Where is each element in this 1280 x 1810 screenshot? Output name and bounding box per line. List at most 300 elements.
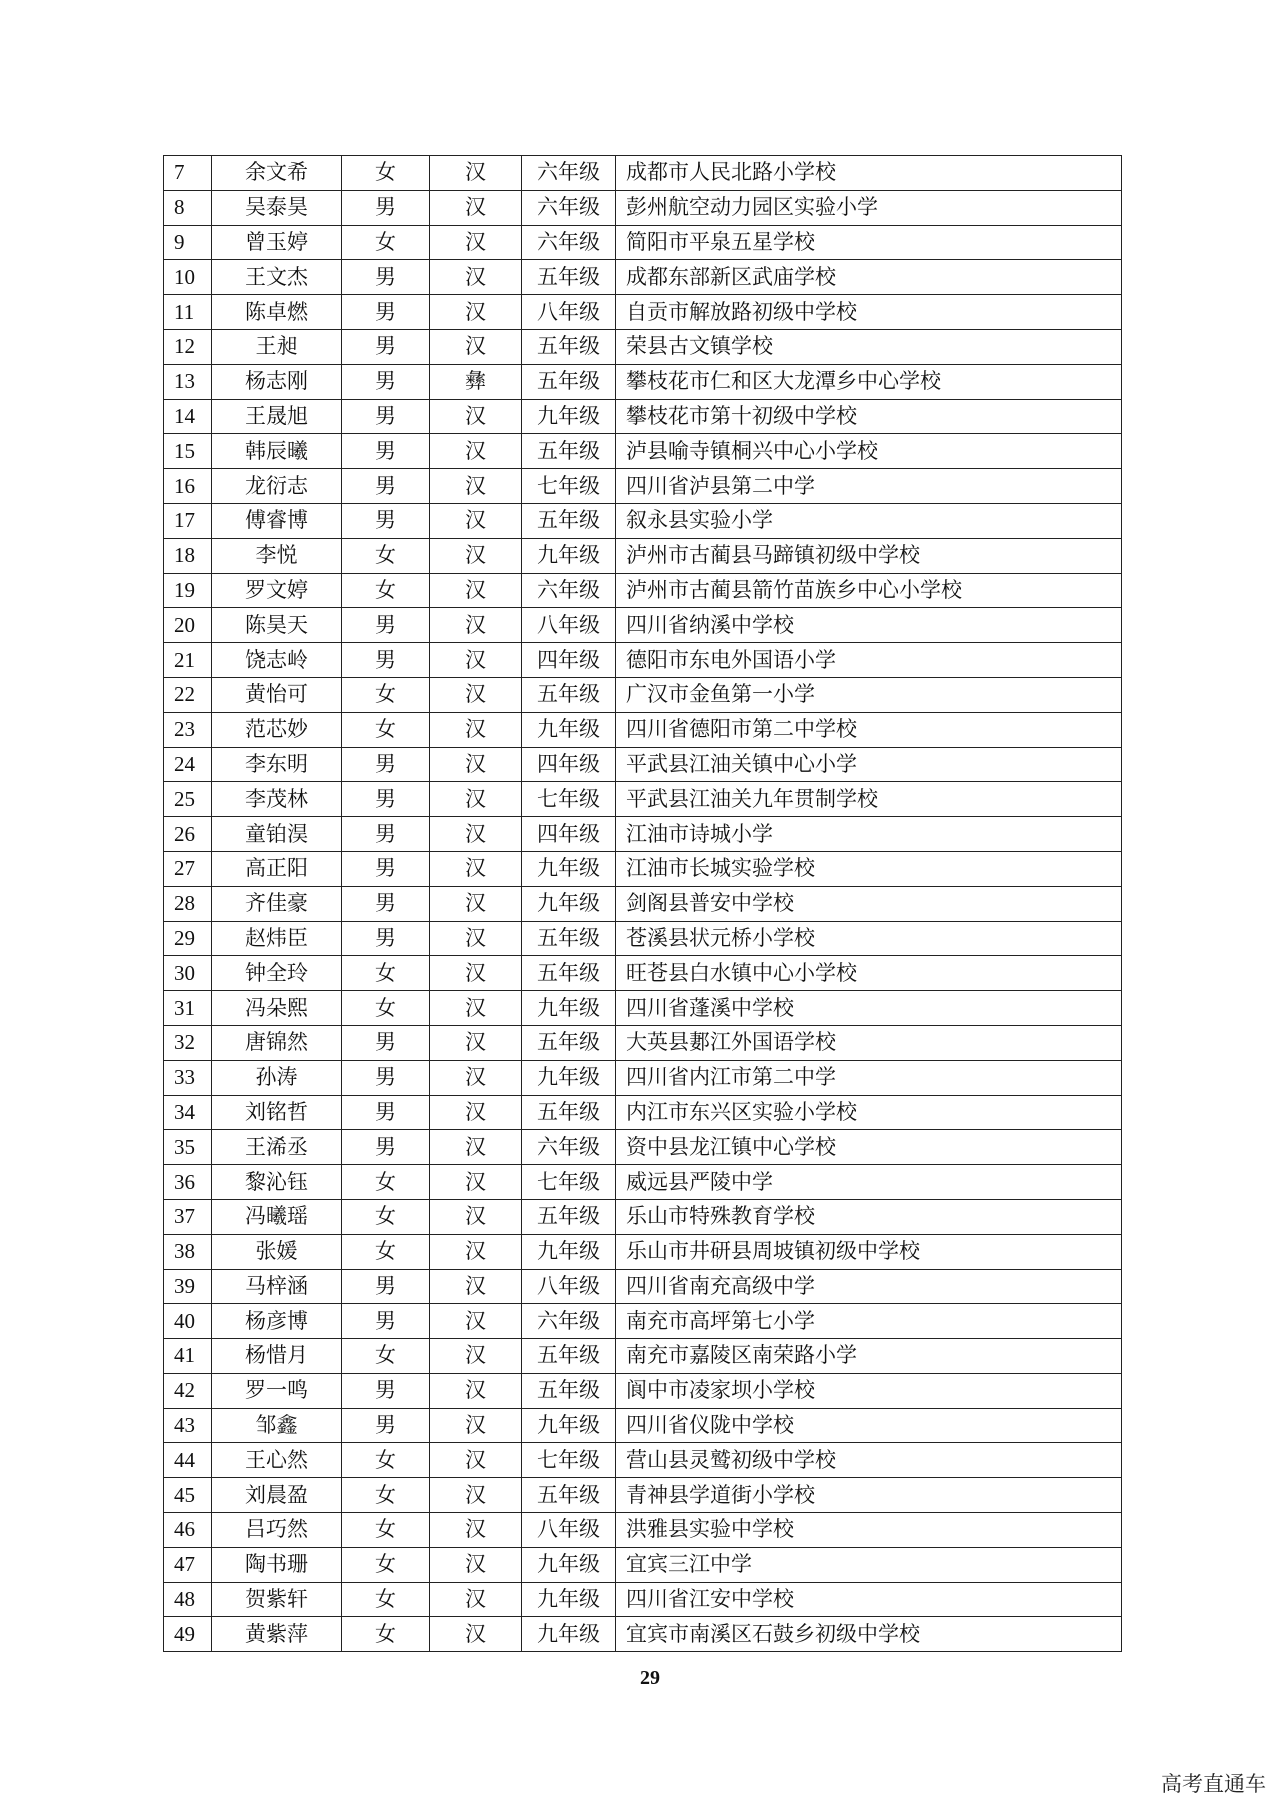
student-ethnicity: 汉	[430, 329, 522, 364]
student-school: 四川省德阳市第二中学校	[616, 712, 1122, 747]
table-row	[164, 677, 1122, 712]
student-sex: 男	[342, 399, 430, 434]
student-name: 陈卓燃	[212, 295, 342, 330]
table-row	[164, 1025, 1122, 1060]
student-grade: 六年级	[522, 190, 616, 225]
student-name: 马梓涵	[212, 1269, 342, 1304]
student-grade: 九年级	[522, 538, 616, 573]
student-school: 四川省江安中学校	[616, 1582, 1122, 1617]
student-name: 王晟旭	[212, 399, 342, 434]
student-grade: 六年级	[522, 225, 616, 260]
student-name: 王浠丞	[212, 1130, 342, 1165]
student-name: 范芯妙	[212, 712, 342, 747]
table-row	[164, 1234, 1122, 1269]
student-ethnicity: 汉	[430, 1513, 522, 1548]
table-row	[164, 1373, 1122, 1408]
student-grade: 五年级	[522, 503, 616, 538]
student-grade: 六年级	[522, 156, 616, 191]
student-school: 荣县古文镇学校	[616, 329, 1122, 364]
student-school: 平武县江油关镇中心小学	[616, 747, 1122, 782]
student-grade: 五年级	[522, 1373, 616, 1408]
row-number: 13	[164, 364, 212, 399]
table-row	[164, 991, 1122, 1026]
student-grade: 九年级	[522, 1234, 616, 1269]
student-ethnicity: 汉	[430, 1443, 522, 1478]
table-row	[164, 434, 1122, 469]
student-ethnicity: 汉	[430, 1547, 522, 1582]
row-number: 16	[164, 469, 212, 504]
student-name: 韩辰曦	[212, 434, 342, 469]
student-sex: 男	[342, 260, 430, 295]
student-ethnicity: 汉	[430, 1269, 522, 1304]
student-sex: 男	[342, 817, 430, 852]
student-ethnicity: 汉	[430, 503, 522, 538]
student-name: 饶志岭	[212, 643, 342, 678]
student-ethnicity: 汉	[430, 1408, 522, 1443]
student-sex: 女	[342, 956, 430, 991]
student-sex: 女	[342, 1199, 430, 1234]
student-ethnicity: 汉	[430, 643, 522, 678]
student-ethnicity: 汉	[430, 991, 522, 1026]
table-row	[164, 921, 1122, 956]
student-grade: 六年级	[522, 573, 616, 608]
table-row	[164, 956, 1122, 991]
student-grade: 八年级	[522, 1269, 616, 1304]
student-sex: 男	[342, 782, 430, 817]
row-number: 27	[164, 851, 212, 886]
student-grade: 五年级	[522, 1339, 616, 1374]
student-school: 四川省纳溪中学校	[616, 608, 1122, 643]
student-grade: 九年级	[522, 1408, 616, 1443]
student-ethnicity: 汉	[430, 1617, 522, 1652]
student-name: 王昶	[212, 329, 342, 364]
table-row	[164, 156, 1122, 191]
student-name: 陶书珊	[212, 1547, 342, 1582]
student-grade: 九年级	[522, 1617, 616, 1652]
row-number: 11	[164, 295, 212, 330]
row-number: 43	[164, 1408, 212, 1443]
student-name: 钟全玲	[212, 956, 342, 991]
student-grade: 五年级	[522, 677, 616, 712]
student-school: 四川省南充高级中学	[616, 1269, 1122, 1304]
student-ethnicity: 汉	[430, 886, 522, 921]
student-name: 王心然	[212, 1443, 342, 1478]
student-sex: 男	[342, 329, 430, 364]
student-grade: 五年级	[522, 921, 616, 956]
row-number: 22	[164, 677, 212, 712]
row-number: 28	[164, 886, 212, 921]
student-school: 乐山市特殊教育学校	[616, 1199, 1122, 1234]
student-school: 泸县喻寺镇桐兴中心小学校	[616, 434, 1122, 469]
student-school: 叙永县实验小学	[616, 503, 1122, 538]
student-sex: 女	[342, 677, 430, 712]
student-school: 洪雅县实验中学校	[616, 1513, 1122, 1548]
row-number: 17	[164, 503, 212, 538]
student-sex: 女	[342, 573, 430, 608]
student-name: 吕巧然	[212, 1513, 342, 1548]
student-ethnicity: 汉	[430, 747, 522, 782]
student-ethnicity: 汉	[430, 608, 522, 643]
row-number: 21	[164, 643, 212, 678]
row-number: 10	[164, 260, 212, 295]
table-row	[164, 851, 1122, 886]
student-school: 大英县郪江外国语学校	[616, 1025, 1122, 1060]
student-sex: 男	[342, 1408, 430, 1443]
table-row	[164, 364, 1122, 399]
row-number: 35	[164, 1130, 212, 1165]
row-number: 12	[164, 329, 212, 364]
row-number: 26	[164, 817, 212, 852]
student-grade: 九年级	[522, 399, 616, 434]
student-sex: 男	[342, 364, 430, 399]
student-grade: 五年级	[522, 1025, 616, 1060]
student-grade: 九年级	[522, 1060, 616, 1095]
table-row	[164, 538, 1122, 573]
row-number: 25	[164, 782, 212, 817]
student-school: 剑阁县普安中学校	[616, 886, 1122, 921]
student-sex: 男	[342, 295, 430, 330]
table-row	[164, 399, 1122, 434]
row-number: 46	[164, 1513, 212, 1548]
row-number: 9	[164, 225, 212, 260]
table-row	[164, 608, 1122, 643]
student-grade: 八年级	[522, 1513, 616, 1548]
student-ethnicity: 汉	[430, 1304, 522, 1339]
student-sex: 女	[342, 538, 430, 573]
student-grade: 四年级	[522, 643, 616, 678]
student-name: 杨惜月	[212, 1339, 342, 1374]
student-grade: 九年级	[522, 1582, 616, 1617]
table-row	[164, 747, 1122, 782]
student-school: 宜宾三江中学	[616, 1547, 1122, 1582]
student-school: 资中县龙江镇中心学校	[616, 1130, 1122, 1165]
table-row	[164, 1304, 1122, 1339]
student-ethnicity: 汉	[430, 538, 522, 573]
student-school: 营山县灵鹫初级中学校	[616, 1443, 1122, 1478]
table-row	[164, 1199, 1122, 1234]
student-ethnicity: 汉	[430, 1025, 522, 1060]
row-number: 14	[164, 399, 212, 434]
student-school: 自贡市解放路初级中学校	[616, 295, 1122, 330]
table-row	[164, 643, 1122, 678]
student-grade: 七年级	[522, 469, 616, 504]
student-ethnicity: 汉	[430, 1582, 522, 1617]
table-row	[164, 712, 1122, 747]
student-school: 泸州市古蔺县箭竹苗族乡中心小学校	[616, 573, 1122, 608]
row-number: 24	[164, 747, 212, 782]
table-row	[164, 1165, 1122, 1200]
row-number: 32	[164, 1025, 212, 1060]
student-name: 贺紫轩	[212, 1582, 342, 1617]
row-number: 36	[164, 1165, 212, 1200]
student-school: 简阳市平泉五星学校	[616, 225, 1122, 260]
table-row	[164, 503, 1122, 538]
table-row	[164, 1513, 1122, 1548]
row-number: 7	[164, 156, 212, 191]
student-school: 苍溪县状元桥小学校	[616, 921, 1122, 956]
student-school: 旺苍县白水镇中心小学校	[616, 956, 1122, 991]
row-number: 20	[164, 608, 212, 643]
student-grade: 八年级	[522, 295, 616, 330]
student-sex: 男	[342, 469, 430, 504]
table-row	[164, 1339, 1122, 1374]
student-sex: 女	[342, 712, 430, 747]
student-sex: 女	[342, 991, 430, 1026]
table-row	[164, 782, 1122, 817]
student-school: 乐山市井研县周坡镇初级中学校	[616, 1234, 1122, 1269]
student-name: 黄怡可	[212, 677, 342, 712]
student-sex: 女	[342, 1165, 430, 1200]
student-grade: 七年级	[522, 1443, 616, 1478]
student-name: 曾玉婷	[212, 225, 342, 260]
table-row	[164, 1408, 1122, 1443]
table-row	[164, 469, 1122, 504]
student-school: 威远县严陵中学	[616, 1165, 1122, 1200]
student-ethnicity: 汉	[430, 260, 522, 295]
student-grade: 五年级	[522, 1478, 616, 1513]
student-grade: 五年级	[522, 329, 616, 364]
student-school: 攀枝花市仁和区大龙潭乡中心学校	[616, 364, 1122, 399]
table-row	[164, 1095, 1122, 1130]
table-row	[164, 329, 1122, 364]
row-number: 34	[164, 1095, 212, 1130]
student-school: 彭州航空动力园区实验小学	[616, 190, 1122, 225]
table-row	[164, 190, 1122, 225]
student-ethnicity: 汉	[430, 225, 522, 260]
student-sex: 男	[342, 747, 430, 782]
student-name: 李东明	[212, 747, 342, 782]
student-name: 黎沁钰	[212, 1165, 342, 1200]
student-grade: 六年级	[522, 1130, 616, 1165]
student-ethnicity: 汉	[430, 1060, 522, 1095]
student-school: 成都市人民北路小学校	[616, 156, 1122, 191]
table-body	[164, 156, 1122, 1652]
student-ethnicity: 汉	[430, 817, 522, 852]
table-row	[164, 1269, 1122, 1304]
student-name: 黄紫萍	[212, 1617, 342, 1652]
student-sex: 女	[342, 156, 430, 191]
student-name: 孙涛	[212, 1060, 342, 1095]
student-sex: 男	[342, 1130, 430, 1165]
row-number: 31	[164, 991, 212, 1026]
student-name: 罗文婷	[212, 573, 342, 608]
student-grade: 六年级	[522, 1304, 616, 1339]
row-number: 48	[164, 1582, 212, 1617]
student-ethnicity: 汉	[430, 851, 522, 886]
row-number: 23	[164, 712, 212, 747]
student-ethnicity: 汉	[430, 1373, 522, 1408]
row-number: 42	[164, 1373, 212, 1408]
student-name: 高正阳	[212, 851, 342, 886]
table-row	[164, 1060, 1122, 1095]
student-ethnicity: 汉	[430, 1234, 522, 1269]
student-ethnicity: 汉	[430, 1130, 522, 1165]
student-name: 龙衍志	[212, 469, 342, 504]
student-ethnicity: 汉	[430, 1339, 522, 1374]
student-name: 吴泰昊	[212, 190, 342, 225]
student-sex: 男	[342, 1304, 430, 1339]
student-ethnicity: 汉	[430, 1095, 522, 1130]
student-grade: 四年级	[522, 817, 616, 852]
table-row	[164, 886, 1122, 921]
student-ethnicity: 汉	[430, 677, 522, 712]
row-number: 30	[164, 956, 212, 991]
student-sex: 男	[342, 1269, 430, 1304]
watermark: 高考直通车	[1161, 1772, 1266, 1796]
student-name: 李悦	[212, 538, 342, 573]
student-sex: 男	[342, 190, 430, 225]
student-sex: 女	[342, 1513, 430, 1548]
student-name: 傅睿博	[212, 503, 342, 538]
student-grade: 八年级	[522, 608, 616, 643]
student-grade: 九年级	[522, 851, 616, 886]
table-row	[164, 225, 1122, 260]
student-name: 罗一鸣	[212, 1373, 342, 1408]
table-row	[164, 1547, 1122, 1582]
student-grade: 九年级	[522, 991, 616, 1026]
student-ethnicity: 汉	[430, 573, 522, 608]
student-school: 平武县江油关九年贯制学校	[616, 782, 1122, 817]
student-ethnicity: 汉	[430, 190, 522, 225]
row-number: 33	[164, 1060, 212, 1095]
student-name: 齐佳豪	[212, 886, 342, 921]
student-sex: 男	[342, 643, 430, 678]
student-name: 刘晨盈	[212, 1478, 342, 1513]
table-row	[164, 1130, 1122, 1165]
student-grade: 七年级	[522, 1165, 616, 1200]
student-ethnicity: 汉	[430, 782, 522, 817]
row-number: 19	[164, 573, 212, 608]
student-name: 赵炜臣	[212, 921, 342, 956]
student-sex: 男	[342, 434, 430, 469]
row-number: 40	[164, 1304, 212, 1339]
table-row	[164, 1582, 1122, 1617]
row-number: 49	[164, 1617, 212, 1652]
student-list-table	[163, 155, 1122, 1652]
student-name: 陈昊天	[212, 608, 342, 643]
table-row	[164, 573, 1122, 608]
student-school: 宜宾市南溪区石鼓乡初级中学校	[616, 1617, 1122, 1652]
student-ethnicity: 汉	[430, 921, 522, 956]
student-school: 四川省仪陇中学校	[616, 1408, 1122, 1443]
student-sex: 女	[342, 1339, 430, 1374]
student-ethnicity: 汉	[430, 1165, 522, 1200]
student-ethnicity: 汉	[430, 712, 522, 747]
student-sex: 女	[342, 225, 430, 260]
row-number: 15	[164, 434, 212, 469]
student-name: 冯曦瑶	[212, 1199, 342, 1234]
student-ethnicity: 汉	[430, 956, 522, 991]
student-name: 童铂淏	[212, 817, 342, 852]
student-sex: 女	[342, 1617, 430, 1652]
page-number: 29	[640, 1667, 660, 1689]
student-name: 王文杰	[212, 260, 342, 295]
table-row	[164, 1478, 1122, 1513]
student-school: 青神县学道街小学校	[616, 1478, 1122, 1513]
table-row	[164, 1443, 1122, 1478]
student-ethnicity: 汉	[430, 399, 522, 434]
row-number: 41	[164, 1339, 212, 1374]
student-name: 张媛	[212, 1234, 342, 1269]
table-row	[164, 817, 1122, 852]
student-name: 刘铭哲	[212, 1095, 342, 1130]
student-name: 李茂林	[212, 782, 342, 817]
student-ethnicity: 汉	[430, 469, 522, 504]
student-sex: 女	[342, 1443, 430, 1478]
student-name: 余文希	[212, 156, 342, 191]
student-grade: 五年级	[522, 1095, 616, 1130]
student-grade: 四年级	[522, 747, 616, 782]
student-ethnicity: 汉	[430, 1199, 522, 1234]
row-number: 44	[164, 1443, 212, 1478]
student-name: 冯朵熙	[212, 991, 342, 1026]
row-number: 38	[164, 1234, 212, 1269]
student-school: 南充市嘉陵区南荣路小学	[616, 1339, 1122, 1374]
student-grade: 五年级	[522, 1199, 616, 1234]
student-school: 德阳市东电外国语小学	[616, 643, 1122, 678]
student-ethnicity: 汉	[430, 434, 522, 469]
student-name: 邹鑫	[212, 1408, 342, 1443]
student-school: 四川省蓬溪中学校	[616, 991, 1122, 1026]
student-school: 江油市长城实验学校	[616, 851, 1122, 886]
student-sex: 男	[342, 851, 430, 886]
student-ethnicity: 汉	[430, 1478, 522, 1513]
student-grade: 九年级	[522, 712, 616, 747]
student-ethnicity: 汉	[430, 156, 522, 191]
student-sex: 男	[342, 1373, 430, 1408]
student-sex: 女	[342, 1234, 430, 1269]
row-number: 37	[164, 1199, 212, 1234]
table-row	[164, 295, 1122, 330]
student-sex: 女	[342, 1478, 430, 1513]
student-name: 杨彦博	[212, 1304, 342, 1339]
student-grade: 七年级	[522, 782, 616, 817]
student-grade: 五年级	[522, 434, 616, 469]
student-school: 阆中市凌家坝小学校	[616, 1373, 1122, 1408]
student-sex: 男	[342, 886, 430, 921]
student-school: 广汉市金鱼第一小学	[616, 677, 1122, 712]
row-number: 8	[164, 190, 212, 225]
student-name: 唐锦然	[212, 1025, 342, 1060]
table-row	[164, 260, 1122, 295]
student-grade: 九年级	[522, 1547, 616, 1582]
student-sex: 男	[342, 503, 430, 538]
student-school: 四川省泸县第二中学	[616, 469, 1122, 504]
student-sex: 女	[342, 1582, 430, 1617]
row-number: 18	[164, 538, 212, 573]
student-name: 杨志刚	[212, 364, 342, 399]
student-school: 四川省内江市第二中学	[616, 1060, 1122, 1095]
student-grade: 五年级	[522, 260, 616, 295]
student-sex: 男	[342, 921, 430, 956]
student-grade: 九年级	[522, 886, 616, 921]
student-sex: 男	[342, 1060, 430, 1095]
student-sex: 男	[342, 1025, 430, 1060]
student-sex: 男	[342, 1095, 430, 1130]
student-sex: 女	[342, 1547, 430, 1582]
student-sex: 男	[342, 608, 430, 643]
row-number: 29	[164, 921, 212, 956]
student-school: 泸州市古蔺县马蹄镇初级中学校	[616, 538, 1122, 573]
row-number: 47	[164, 1547, 212, 1582]
row-number: 39	[164, 1269, 212, 1304]
student-school: 江油市诗城小学	[616, 817, 1122, 852]
student-school: 南充市高坪第七小学	[616, 1304, 1122, 1339]
table-row	[164, 1617, 1122, 1652]
student-school: 成都东部新区武庙学校	[616, 260, 1122, 295]
student-grade: 五年级	[522, 956, 616, 991]
student-ethnicity: 汉	[430, 295, 522, 330]
